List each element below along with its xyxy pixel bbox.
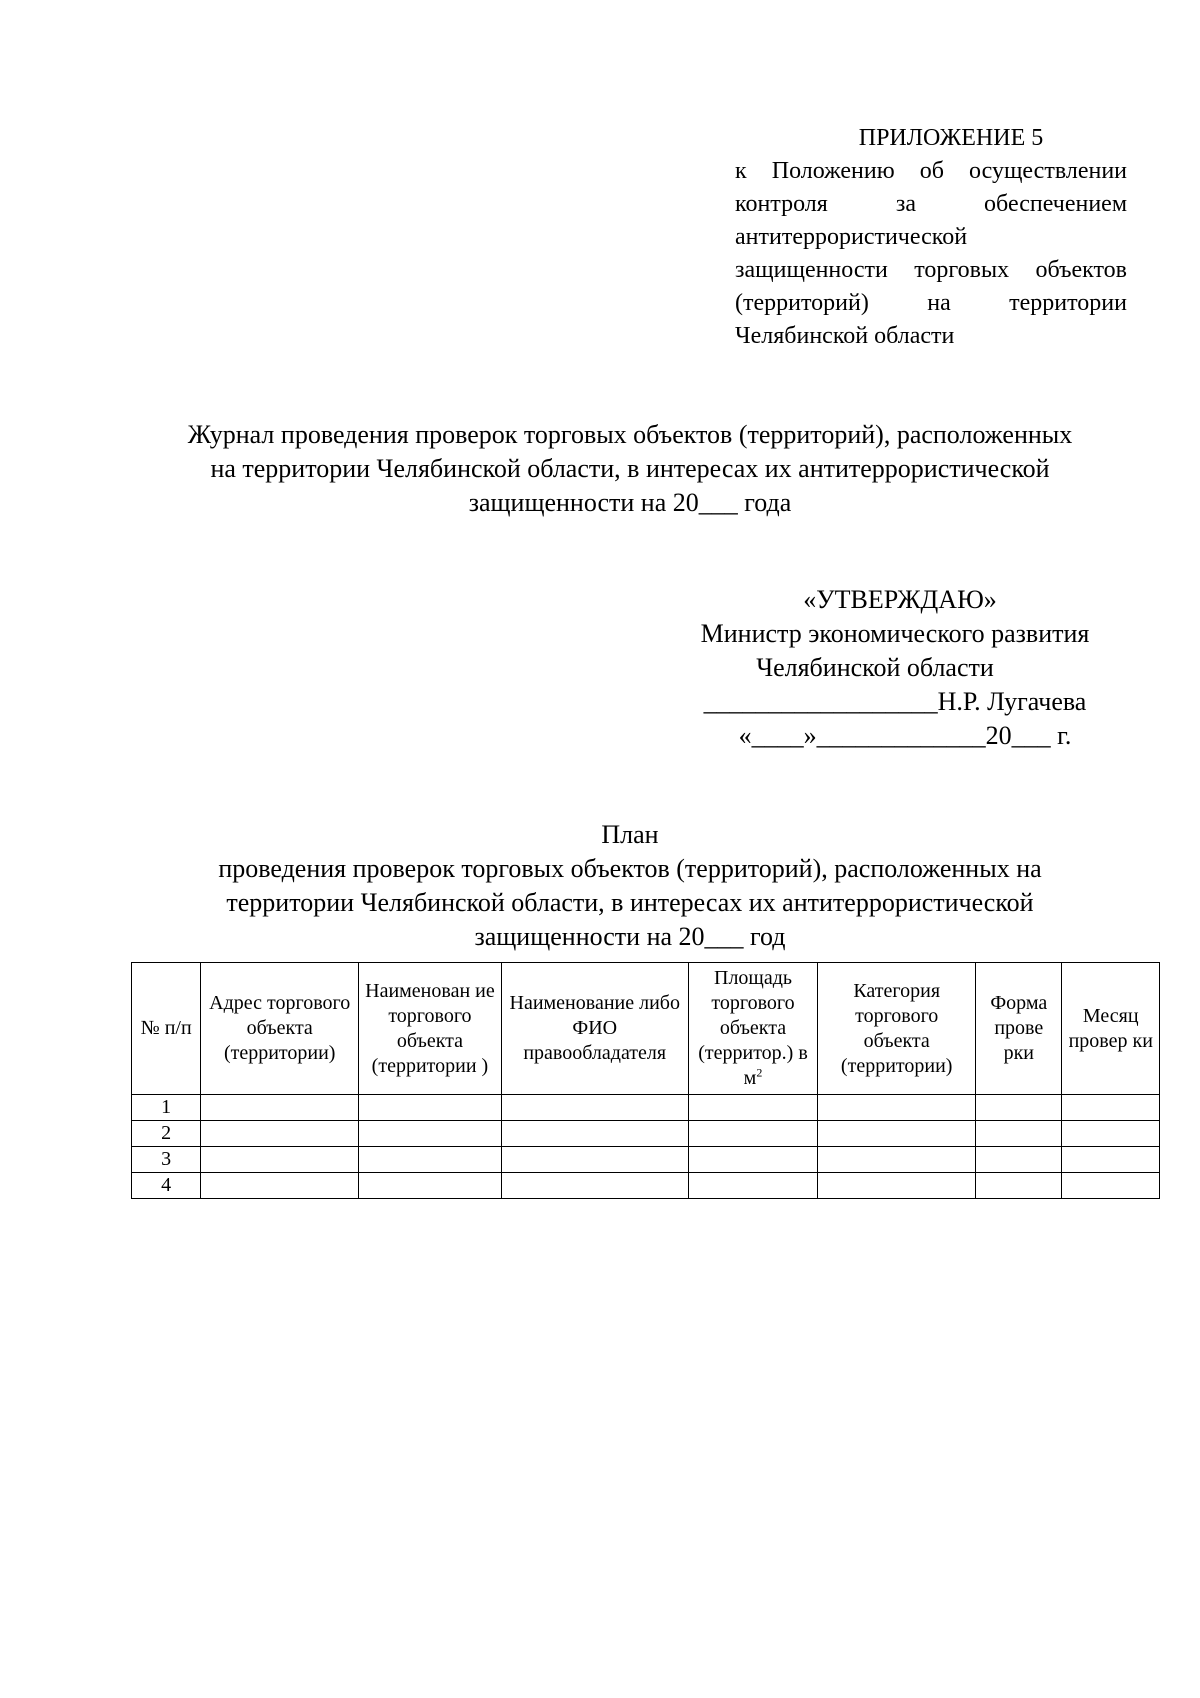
table-cell	[976, 1121, 1062, 1147]
journal-title-line: защищенности на 20___ года	[468, 488, 792, 517]
plan-title-block	[130, 818, 1130, 954]
table-cell	[688, 1095, 818, 1121]
appendix-line: (территорий) на территории	[735, 290, 1127, 316]
table-cell	[976, 1147, 1062, 1173]
appendix-line: контроля за обеспечением	[735, 191, 1127, 217]
table-cell	[201, 1095, 359, 1121]
table-cell	[201, 1173, 359, 1199]
approval-date-line: «____»_____________20___ г.	[738, 721, 1072, 750]
appendix-header	[735, 122, 1127, 353]
header-owner: Наименование либо ФИО правообладателя	[501, 963, 688, 1095]
row-number: 4	[132, 1173, 201, 1199]
header-object-name: Наименован ие торгового объекта (территории )	[359, 963, 502, 1095]
appendix-title: ПРИЛОЖЕНИЕ 5	[858, 125, 1044, 151]
approval-position: Министр экономического развития	[700, 619, 1090, 648]
table-row	[132, 1147, 1160, 1173]
plan-title-line: проведения проверок торговых объектов (территорий), расположенных на	[218, 854, 1042, 883]
table-cell	[359, 1147, 502, 1173]
table-cell	[688, 1147, 818, 1173]
approval-region: Челябинской области	[756, 653, 994, 682]
table-cell	[501, 1147, 688, 1173]
plan-table	[131, 962, 1160, 1199]
table-cell	[818, 1147, 976, 1173]
table-cell	[1062, 1121, 1160, 1147]
table-cell	[688, 1121, 818, 1147]
header-area	[688, 963, 818, 1095]
journal-title-line: на территории Челябинской области, в интересах их антитеррористической	[210, 454, 1050, 483]
table-cell	[359, 1095, 502, 1121]
row-number: 1	[132, 1095, 201, 1121]
plan-title: План	[601, 820, 659, 849]
table-row	[132, 1121, 1160, 1147]
header-address: Адрес торгового объекта (территории)	[201, 963, 359, 1095]
table-cell	[1062, 1173, 1160, 1199]
header-inspection-form: Форма прове рки	[976, 963, 1062, 1095]
header-inspection-month: Месяц провер ки	[1062, 963, 1160, 1095]
table-cell	[201, 1121, 359, 1147]
table-cell	[359, 1173, 502, 1199]
table-row	[132, 1095, 1160, 1121]
approval-heading: «УТВЕРЖДАЮ»	[803, 585, 997, 614]
table-header-row	[132, 963, 1160, 1095]
plan-title-line: защищенности на 20___ год	[474, 922, 786, 951]
table-cell	[501, 1173, 688, 1199]
table-row	[132, 1173, 1160, 1199]
appendix-line: Челябинской области	[735, 323, 955, 349]
area-unit-sup: 2	[756, 1065, 763, 1080]
table-cell	[1062, 1095, 1160, 1121]
appendix-line: антитеррористической	[735, 224, 968, 250]
journal-title	[130, 418, 1130, 520]
journal-title-line: Журнал проведения проверок торговых объектов (территорий), расположенных	[187, 420, 1073, 449]
header-category: Категория торгового объекта (территории)	[818, 963, 976, 1095]
table-cell	[501, 1095, 688, 1121]
table-cell	[1062, 1147, 1160, 1173]
appendix-reference	[735, 155, 1127, 353]
table-cell	[818, 1121, 976, 1147]
table-cell	[501, 1121, 688, 1147]
table-cell	[688, 1173, 818, 1199]
table-cell	[359, 1121, 502, 1147]
appendix-line: к Положению об осуществлении	[735, 158, 1127, 184]
approval-block	[660, 583, 1130, 753]
table-cell	[818, 1095, 976, 1121]
approval-signature-line: __________________Н.Р. Лугачева	[703, 687, 1087, 716]
table-cell	[818, 1173, 976, 1199]
table-cell	[976, 1095, 1062, 1121]
row-number: 2	[132, 1121, 201, 1147]
plan-title-line: территории Челябинской области, в интересах их антитеррористической	[226, 888, 1034, 917]
header-number: № п/п	[132, 963, 201, 1095]
header-area-text: Площадь торгового объекта (территор.) в м	[698, 967, 808, 1089]
row-number: 3	[132, 1147, 201, 1173]
table-cell	[201, 1147, 359, 1173]
table-cell	[976, 1173, 1062, 1199]
appendix-line: защищенности торговых объектов	[735, 257, 1127, 283]
